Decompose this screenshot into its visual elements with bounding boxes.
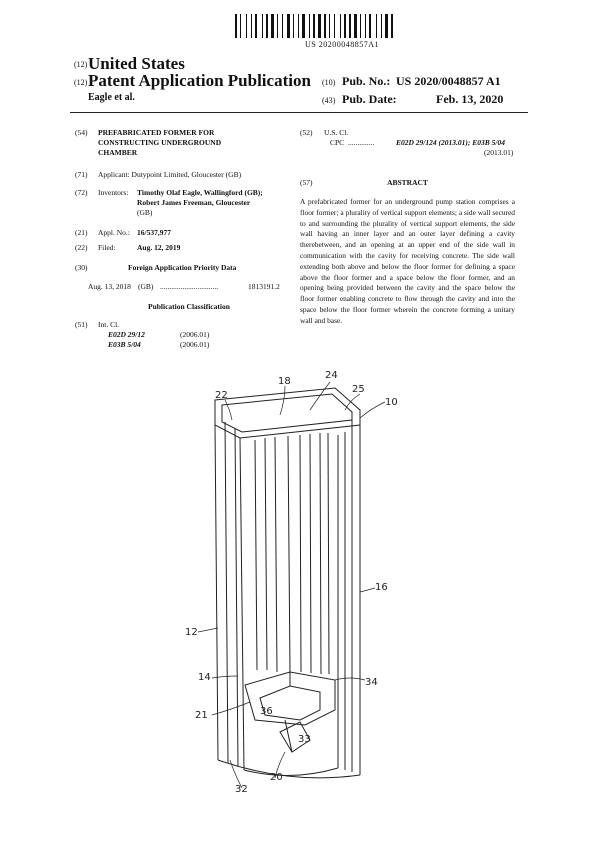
foreign-no: 1813191.2 <box>248 282 280 291</box>
barcode-bar <box>258 14 261 38</box>
barcode-bar <box>240 14 241 38</box>
header-rule <box>70 112 528 113</box>
barcode-bar <box>329 14 330 38</box>
title-line-3: CHAMBER <box>98 148 138 157</box>
ref-18: 18 <box>278 376 291 387</box>
ref-16: 16 <box>375 582 388 593</box>
barcode-bar <box>342 14 343 38</box>
publication-type: Patent Application Publication <box>88 71 311 90</box>
intcl-label: Int. Cl. <box>98 320 120 329</box>
intcl-code: (51) <box>75 320 88 329</box>
barcode-bar <box>309 14 310 38</box>
intcl-1-ver: (2006.01) <box>180 330 210 339</box>
ref-20: 20 <box>270 772 283 783</box>
barcode-bar <box>316 14 317 38</box>
inventors-code: (72) <box>75 188 88 197</box>
foreign-heading: Foreign Application Priority Data <box>128 263 237 272</box>
pubclass-heading: Publication Classification <box>148 302 230 311</box>
barcode-bar <box>336 14 339 38</box>
barcode-bar <box>293 14 294 38</box>
ref-21: 21 <box>195 710 208 721</box>
barcode-bar <box>362 14 364 38</box>
barcode-bar <box>291 14 292 38</box>
pub-no-label: Pub. No.: <box>342 74 391 88</box>
filed-code: (22) <box>75 243 88 252</box>
barcode-bar <box>367 14 368 38</box>
filed-label: Filed: <box>98 243 116 252</box>
ref-14: 14 <box>198 672 211 683</box>
foreign-country: (GB) <box>138 282 154 291</box>
barcode-bar <box>318 14 321 38</box>
ref-22: 22 <box>215 390 228 401</box>
barcode-bar <box>344 14 346 38</box>
ref-36: 36 <box>260 706 273 717</box>
inventor-short: Eagle et al. <box>88 92 135 103</box>
barcode-bar <box>327 14 328 38</box>
pub-date: Feb. 13, 2020 <box>436 92 504 106</box>
barcode-bar <box>269 14 270 38</box>
barcode-bar <box>306 14 308 38</box>
barcode-bar <box>275 14 276 38</box>
filed-date: Aug. 12, 2019 <box>137 243 181 252</box>
barcode-bar <box>313 14 315 38</box>
intcl-1: E02D 29/12 <box>108 330 145 339</box>
barcode-bar <box>277 14 278 38</box>
abstract-code: (57) <box>300 178 313 187</box>
barcode-bar <box>242 14 245 38</box>
title-line-2: CONSTRUCTING UNDERGROUND <box>98 138 222 147</box>
barcode-bar <box>389 14 390 38</box>
barcode-bar <box>385 14 388 38</box>
country-code: (12) <box>74 60 88 69</box>
type-code: (12) <box>74 78 88 87</box>
barcode-bar <box>279 14 281 38</box>
ref-24: 24 <box>325 370 338 381</box>
pub-date-code: (43) <box>322 96 336 105</box>
barcode-bar <box>378 14 380 38</box>
barcode-bar <box>287 14 290 38</box>
abstract-text: A prefabricated former for an underground pump station comprises a floor former; a plurality of vertical support elements; a side wall secured to and surrounding the plurality of vertical support elements, the side wall having an inner layer and an outer layer defining a cavity therebetween, and an opening at an upper end of the side wall in communication with the cavity for receiving concrete. The side wall extending both above and below the floor former for defining a space above the floor former and a space below the floor former, and an opening being provided between the cavity and the space below the floor former enabling concrete to flow through the cavity and into the space below the floor former wherein the concrete forming a unitary wall and base. <box>300 197 515 325</box>
barcode-bar <box>255 14 257 38</box>
top-rim-inner <box>222 394 352 432</box>
foreign-dots: ............................... <box>160 282 219 291</box>
barcode-bar <box>360 14 361 38</box>
barcode-bar <box>383 14 384 38</box>
barcode-bar <box>311 14 312 38</box>
uscl-label: U.S. Cl. <box>324 128 349 137</box>
barcode-bar <box>271 14 274 38</box>
applicant: Applicant: Dutypoint Limited, Gloucester (GB) <box>98 170 242 179</box>
abstract-heading: ABSTRACT <box>387 178 428 187</box>
barcode-bar <box>358 14 359 38</box>
country: United States <box>88 54 185 73</box>
barcode-bar <box>251 14 252 38</box>
barcode-bar <box>376 14 377 38</box>
barcode-bar <box>284 14 286 38</box>
barcode-bar <box>391 14 393 38</box>
barcode-bar <box>295 14 297 38</box>
barcode-bar <box>248 14 250 38</box>
ref-32: 32 <box>235 784 248 795</box>
barcode-bar <box>264 14 265 38</box>
cpc-value: E02D 29/124 (2013.01); E03B 5/04 <box>396 138 505 147</box>
intcl-2-ver: (2006.01) <box>180 340 210 349</box>
ref-12: 12 <box>185 627 198 638</box>
barcode-bar <box>298 14 299 38</box>
barcode-bar <box>235 14 237 38</box>
pub-no-code: (10) <box>322 78 336 87</box>
barcode-bar <box>349 14 351 38</box>
ref-34: 34 <box>365 677 378 688</box>
foreign-date: Aug. 13, 2018 <box>88 282 131 291</box>
barcode <box>235 14 465 38</box>
inventor-1: Timothy Olaf Eagle, Wallingford (GB); <box>137 188 263 197</box>
foreign-code: (30) <box>75 263 88 272</box>
barcode-bar <box>334 14 335 38</box>
barcode-bar <box>238 14 239 38</box>
pub-no: US 2020/0048857 A1 <box>396 74 501 88</box>
intcl-2: E03B 5/04 <box>108 340 141 349</box>
barcode-bar <box>394 14 395 38</box>
barcode-bar <box>322 14 323 38</box>
ref-33: 33 <box>298 734 311 745</box>
title-line-1: PREFABRICATED FORMER FOR <box>98 128 215 137</box>
barcode-bar <box>381 14 382 38</box>
inventor-2: Robert James Freeman, Gloucester <box>137 198 251 207</box>
top-rim <box>215 388 360 438</box>
barcode-bar <box>347 14 348 38</box>
title-code: (54) <box>75 128 88 137</box>
barcode-bar <box>331 14 333 38</box>
barcode-bar <box>365 14 366 38</box>
barcode-bar <box>372 14 375 38</box>
appl-code: (21) <box>75 228 88 237</box>
barcode-bar <box>354 14 357 38</box>
cpc-dots: .............. <box>348 138 375 147</box>
barcode-bar <box>324 14 326 38</box>
uscl-code: (52) <box>300 128 313 137</box>
appl-no: 16/537,977 <box>137 228 171 237</box>
barcode-bar <box>369 14 371 38</box>
barcode-number: US 20200048857A1 <box>305 40 380 49</box>
applicant-code: (71) <box>75 170 88 179</box>
cpc-label: CPC <box>330 138 345 147</box>
ref-25: 25 <box>352 384 365 395</box>
barcode-bar <box>253 14 254 38</box>
patent-figure <box>160 370 440 800</box>
barcode-bar <box>282 14 283 38</box>
inventors-label: Inventors: <box>98 188 129 197</box>
barcode-bar <box>262 14 263 38</box>
barcode-bar <box>246 14 247 38</box>
barcode-bar <box>340 14 341 38</box>
ref-10: 10 <box>385 397 398 408</box>
appl-label: Appl. No.: <box>98 228 130 237</box>
left-wall-outer <box>215 425 218 760</box>
inventor-2-country: (GB) <box>137 208 153 217</box>
barcode-bar <box>266 14 268 38</box>
barcode-bar <box>300 14 301 38</box>
barcode-bar <box>352 14 353 38</box>
cpc-value-2: (2013.01) <box>484 148 514 157</box>
pub-date-label: Pub. Date: <box>342 92 397 106</box>
barcode-bar <box>302 14 305 38</box>
